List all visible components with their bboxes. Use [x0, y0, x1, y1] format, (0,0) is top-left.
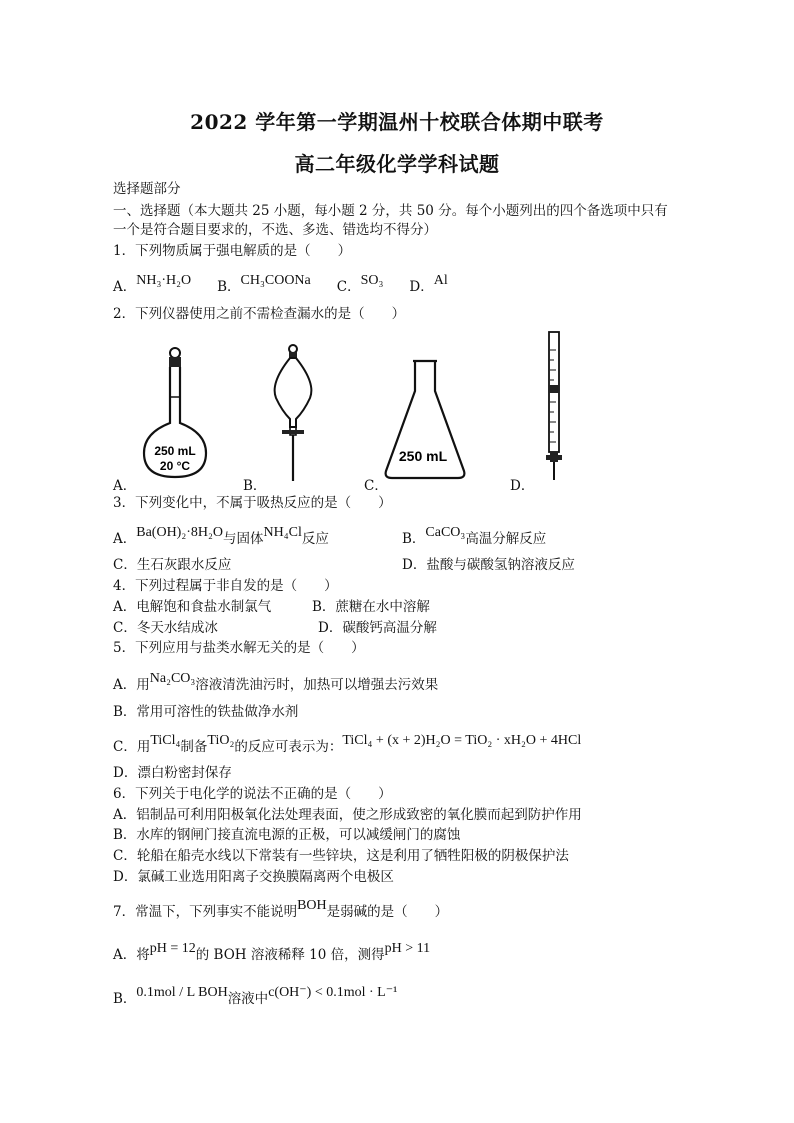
- q3-option-b[interactable]: [402, 525, 547, 549]
- q1-option-d-formula: Al: [433, 273, 448, 288]
- q7-stem-suffix: 是弱碱的是（ ）: [326, 904, 449, 920]
- q3-option-a-label: A．: [113, 531, 137, 547]
- q7-option-a[interactable]: [113, 941, 431, 965]
- q6-option-b[interactable]: B．水库的钢闸门接直流电源的正极，可以减缓闸门的腐蚀: [113, 827, 461, 843]
- q3-option-d[interactable]: D．盐酸与碳酸氢钠溶液反应: [402, 557, 575, 573]
- exam-subtitle: 高二年级化学学科试题: [294, 152, 500, 176]
- q5-stem: 5．下列应用与盐类水解无关的是（ ）: [113, 640, 365, 656]
- q4-option-c[interactable]: C．冬天水结成冰: [113, 620, 218, 636]
- q5-option-c-label: C．用: [113, 739, 151, 755]
- q5-option-c-equation: TiCl₄ + (x + 2)H₂O = TiO₂ · xH₂O + 4HCl: [342, 733, 582, 748]
- q5-option-d[interactable]: D．漂白粉密封保存: [113, 765, 232, 781]
- q5-option-c-formula-1: TiCl₄: [150, 733, 181, 748]
- flask-volume-label: 250 mL: [154, 444, 196, 458]
- q6-option-d[interactable]: D．氯碱工业选用阳离子交换膜隔离两个电极区: [113, 869, 394, 885]
- q3-option-b-label: B．: [402, 531, 426, 547]
- q1-option-d-label: D．: [409, 279, 434, 295]
- q7-option-a-text: 的 BOH 溶液稀释 10 倍，测得: [195, 947, 385, 963]
- q5-option-c[interactable]: [113, 733, 582, 757]
- q7-option-b-formula-2: c(OH⁻) < 0.1mol · L⁻¹: [268, 985, 398, 1000]
- q7-stem-prefix: 7．常温下，下列事实不能说明: [113, 904, 298, 920]
- q7-option-a-label: A．将: [113, 947, 150, 963]
- q1-option-c-label: C．: [336, 279, 361, 295]
- q7-option-b-formula-1: 0.1mol / L BOH: [136, 985, 228, 1000]
- q3-stem: 3．下列变化中，不属于吸热反应的是（ ）: [113, 495, 392, 511]
- q5-option-c-text-1: 制备: [180, 739, 208, 755]
- q2-option-c-label: C．: [364, 478, 388, 494]
- q3-option-b-formula: CaCO₃: [425, 525, 466, 540]
- conical-flask-icon: [380, 357, 470, 482]
- flask-temperature-label: 20 °C: [159, 459, 191, 473]
- q5-option-b[interactable]: B．常用可溶性的铁盐做净水剂: [113, 704, 299, 720]
- q5-option-c-text-2: 的反应可表示为：: [234, 739, 343, 755]
- q1-option-b-label: B．: [217, 279, 241, 295]
- q6-option-c[interactable]: C．轮船在船壳水线以下常装有一些锌块，这是利用了牺牲阳极的阴极保护法: [113, 848, 569, 864]
- instructions-line-1: 一、选择题（本大题共 25 小题，每小题 2 分，共 50 分。每个小题列出的四个备选项中只有: [113, 203, 668, 219]
- instructions-line-2: 一个是符合题目要求的，不选、多选、错选均不得分）: [113, 222, 437, 238]
- q5-option-a[interactable]: [113, 671, 439, 695]
- q5-option-c-formula-2: TiO₂: [207, 733, 235, 748]
- q2-option-d-label: D．: [510, 478, 535, 494]
- q7-option-b-label: B．: [113, 991, 137, 1007]
- q6-stem: 6．下列关于电化学的说法不正确的是（ ）: [113, 786, 392, 802]
- q2-stem: 2．下列仪器使用之前不需检查漏水的是（ ）: [113, 306, 406, 322]
- q1-option-c-formula: SO₃: [360, 273, 384, 288]
- q3-option-a-suffix: 反应: [301, 531, 329, 547]
- q7-option-a-formula-2: pH > 11: [384, 941, 431, 956]
- separatory-funnel-icon: [268, 343, 318, 483]
- q1-options: [113, 273, 448, 297]
- volumetric-flask-icon: [140, 345, 210, 480]
- q4-option-a[interactable]: A．电解饱和食盐水制氯气: [113, 599, 272, 615]
- q4-option-d[interactable]: D．碳酸钙高温分解: [318, 620, 437, 636]
- q1-option-a-formula: NH₃·H₂O: [136, 273, 192, 288]
- q7-option-b[interactable]: [113, 985, 398, 1009]
- q5-option-a-text: 溶液清洗油污时，加热可以增强去污效果: [195, 677, 439, 693]
- q3-option-b-text: 高温分解反应: [465, 531, 547, 547]
- q1-stem: 1．下列物质属于强电解质的是（ ）: [113, 243, 352, 259]
- q1-option-b-formula: CH₃COONa: [240, 273, 311, 288]
- q5-option-a-formula: Na₂CO₃: [149, 671, 196, 686]
- section-label: 选择题部分: [113, 181, 181, 197]
- conical-volume-label: 250 mL: [398, 448, 448, 464]
- burette-icon: [540, 330, 570, 485]
- q2-option-b-label: B．: [243, 478, 267, 494]
- q5-option-a-label: A．用: [113, 677, 150, 693]
- q2-option-a-label: A．: [113, 478, 137, 494]
- q7-stem-formula: BOH: [297, 898, 327, 913]
- q4-option-b[interactable]: B．蔗糖在水中溶解: [312, 599, 430, 615]
- q3-option-a[interactable]: [113, 525, 329, 549]
- q7-option-b-text: 溶液中: [227, 991, 269, 1007]
- q1-option-a-label: A．: [113, 279, 137, 295]
- q3-option-c[interactable]: C．生石灰跟水反应: [113, 557, 232, 573]
- q3-option-a-formula-2: NH₄Cl: [263, 525, 302, 540]
- q4-stem: 4．下列过程属于非自发的是（ ）: [113, 578, 338, 594]
- q3-option-a-text: 与固体: [223, 531, 264, 547]
- exam-title: 2022 学年第一学期温州十校联合体期中联考: [190, 110, 604, 134]
- q7-stem: [113, 898, 449, 922]
- q7-option-a-formula-1: pH = 12: [149, 941, 196, 956]
- q6-option-a[interactable]: A．铝制品可利用阳极氧化法处理表面，使之形成致密的氧化膜而起到防护作用: [113, 807, 582, 823]
- q3-option-a-formula-1: Ba(OH)₂·8H₂O: [136, 525, 223, 540]
